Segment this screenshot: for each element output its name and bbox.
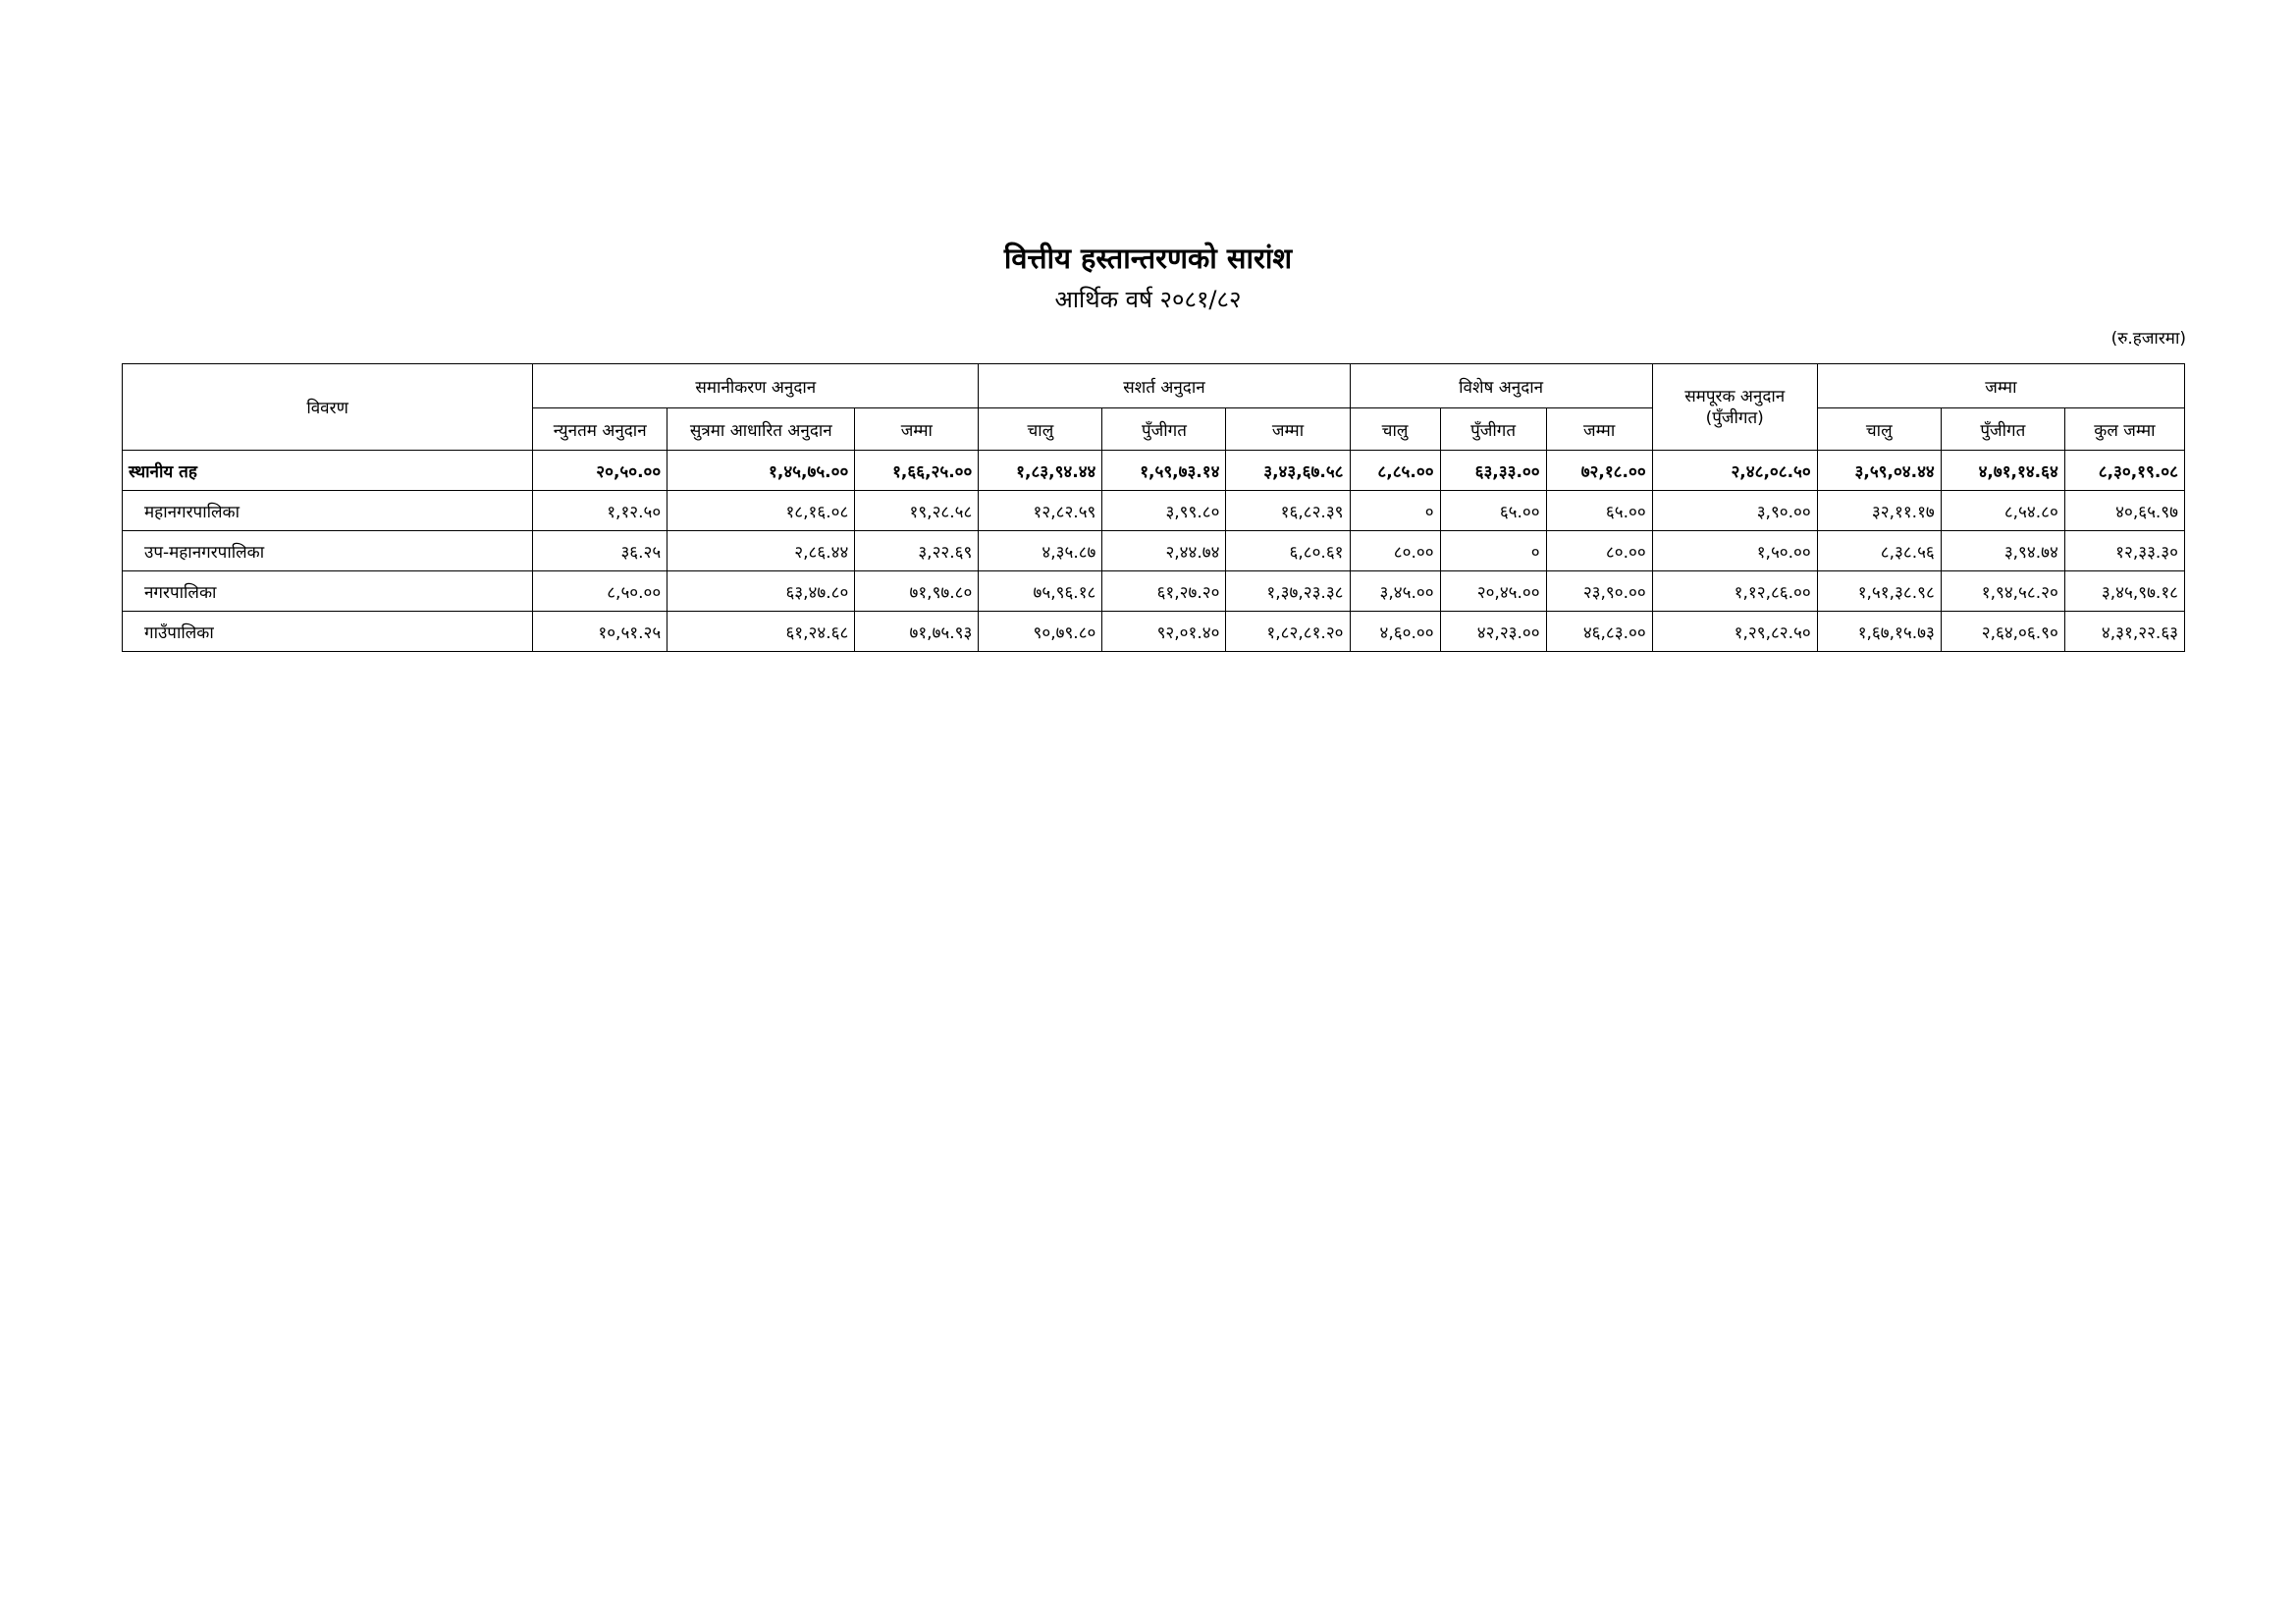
table-cell: ७१,७५.९३ <box>855 612 979 652</box>
table-cell: १६,८२.३९ <box>1226 491 1350 531</box>
table-cell: ४२,२३.०० <box>1440 612 1546 652</box>
header-row-groups <box>123 364 2185 408</box>
table-cell: २,४८,०८.५० <box>1652 451 1817 491</box>
group-header-total: जम्मा <box>1817 364 2184 408</box>
table-cell: ८,५४.८० <box>1941 491 2064 531</box>
table-cell: १,३७,२३.३८ <box>1226 571 1350 612</box>
group-header-equalization: समानीकरण अनुदान <box>533 364 979 408</box>
table-cell: ३,२२.६९ <box>855 531 979 571</box>
table-cell: ३,९९.८० <box>1102 491 1226 531</box>
column-header-spec-total: जम्मा <box>1546 408 1652 451</box>
table-cell: ८,३८.५६ <box>1817 531 1941 571</box>
table-cell: ६३,४७.८० <box>667 571 855 612</box>
column-header-cond-total: जम्मा <box>1226 408 1350 451</box>
table-cell: १,१२.५० <box>533 491 667 531</box>
complementary-header-line1: समपूरक अनुदान <box>1684 386 1786 406</box>
fiscal-year-subtitle: आर्थिक वर्ष २०८१/८२ <box>1054 286 1242 313</box>
table-cell: ४६,८३.०० <box>1546 612 1652 652</box>
column-header-cond-capital: पुँजीगत <box>1102 408 1226 451</box>
table-cell: ३,९०.०० <box>1652 491 1817 531</box>
row-label: गाउँपालिका <box>123 612 533 652</box>
group-header-special: विशेष अनुदान <box>1350 364 1652 408</box>
row-label: नगरपालिका <box>123 571 533 612</box>
table-cell: १,४५,७५.०० <box>667 451 855 491</box>
table-cell: २,८६.४४ <box>667 531 855 571</box>
row-label: उप-महानगरपालिका <box>123 531 533 571</box>
table-cell: १,१२,८६.०० <box>1652 571 1817 612</box>
table-cell: ६१,२७.२० <box>1102 571 1226 612</box>
table-cell: ४,३१,२२.६३ <box>2064 612 2184 652</box>
table-cell: २०,४५.०० <box>1440 571 1546 612</box>
row-label: स्थानीय तह <box>123 451 533 491</box>
table-cell: १२,८२.५९ <box>979 491 1102 531</box>
table-cell: १,८२,८१.२० <box>1226 612 1350 652</box>
table-row-metropolitan <box>123 491 2185 531</box>
table-cell: ३,४५,९७.१८ <box>2064 571 2184 612</box>
table-cell: १०,५१.२५ <box>533 612 667 652</box>
table-cell: ० <box>1350 491 1440 531</box>
table-cell: ७२,१८.०० <box>1546 451 1652 491</box>
table-cell: ३,५९,०४.४४ <box>1817 451 1941 491</box>
table-cell: २०,५०.०० <box>533 451 667 491</box>
table-cell: २,६४,०६.९० <box>1941 612 2064 652</box>
table-cell: ८,५०.०० <box>533 571 667 612</box>
table-cell: ३,४५.०० <box>1350 571 1440 612</box>
table-cell: १,५१,३८.९८ <box>1817 571 1941 612</box>
column-header-spec-capital: पुँजीगत <box>1440 408 1546 451</box>
column-header-tot-capital: पुँजीगत <box>1941 408 2064 451</box>
group-header-complementary <box>1652 364 1817 451</box>
table-cell: ७५,९६.१८ <box>979 571 1102 612</box>
table-cell: ७१,९७.८० <box>855 571 979 612</box>
column-header-tot-grand: कुल जम्मा <box>2064 408 2184 451</box>
table-row-local-level-total <box>123 451 2185 491</box>
table-cell: १,६७,१५.७३ <box>1817 612 1941 652</box>
table-cell: ४०,६५.९७ <box>2064 491 2184 531</box>
table-cell: ३,९४.७४ <box>1941 531 2064 571</box>
table-cell: ६१,२४.६८ <box>667 612 855 652</box>
table-cell: ३२,११.१७ <box>1817 491 1941 531</box>
row-label: महानगरपालिका <box>123 491 533 531</box>
table-row-sub-metropolitan <box>123 531 2185 571</box>
table-cell: ३,४३,६७.५८ <box>1226 451 1350 491</box>
table-cell: १,८३,९४.४४ <box>979 451 1102 491</box>
table-cell: २३,९०.०० <box>1546 571 1652 612</box>
column-header-description: विवरण <box>123 364 533 451</box>
table-cell: ६५.०० <box>1440 491 1546 531</box>
table-cell: ९०,७९.८० <box>979 612 1102 652</box>
table-cell: १,२९,८२.५० <box>1652 612 1817 652</box>
complementary-header-line2: (पुँजीगत) <box>1705 407 1764 428</box>
table-cell: १९,२८.५८ <box>855 491 979 531</box>
table-cell: ० <box>1440 531 1546 571</box>
table-cell: ८०.०० <box>1350 531 1440 571</box>
table-cell: ३६.२५ <box>533 531 667 571</box>
column-header-spec-current: चालु <box>1350 408 1440 451</box>
table-cell: ४,६०.०० <box>1350 612 1440 652</box>
table-cell: १,९४,५८.२० <box>1941 571 2064 612</box>
column-header-cond-current: चालु <box>979 408 1102 451</box>
table-cell: ६५.०० <box>1546 491 1652 531</box>
table-row-municipality <box>123 571 2185 612</box>
column-header-eq-total: जम्मा <box>855 408 979 451</box>
table-cell: ४,३५.८७ <box>979 531 1102 571</box>
column-header-eq-minimum: न्युनतम अनुदान <box>533 408 667 451</box>
table-cell: ६३,३३.०० <box>1440 451 1546 491</box>
table-cell: ८०.०० <box>1546 531 1652 571</box>
unit-note: (रु.हजारमा) <box>2110 329 2186 349</box>
table-cell: १,५९,७३.१४ <box>1102 451 1226 491</box>
table-cell: १,६६,२५.०० <box>855 451 979 491</box>
table-cell: १,५०.०० <box>1652 531 1817 571</box>
table-cell: १८,१६.०८ <box>667 491 855 531</box>
document-title: वित्तीय हस्तान्तरणको सारांश <box>1003 242 1293 275</box>
column-header-eq-formula: सुत्रमा आधारित अनुदान <box>667 408 855 451</box>
column-header-tot-current: चालु <box>1817 408 1941 451</box>
group-header-conditional: सशर्त अनुदान <box>979 364 1350 408</box>
table-cell: ६,८०.६१ <box>1226 531 1350 571</box>
table-cell: ४,७१,१४.६४ <box>1941 451 2064 491</box>
table-cell: १२,३३.३० <box>2064 531 2184 571</box>
fiscal-transfer-summary-table <box>122 363 2185 652</box>
table-cell: २,४४.७४ <box>1102 531 1226 571</box>
table-cell: ८,३०,१९.०८ <box>2064 451 2184 491</box>
table-cell: ८,८५.०० <box>1350 451 1440 491</box>
table-cell: ९२,०१.४० <box>1102 612 1226 652</box>
table-row-rural-municipality <box>123 612 2185 652</box>
